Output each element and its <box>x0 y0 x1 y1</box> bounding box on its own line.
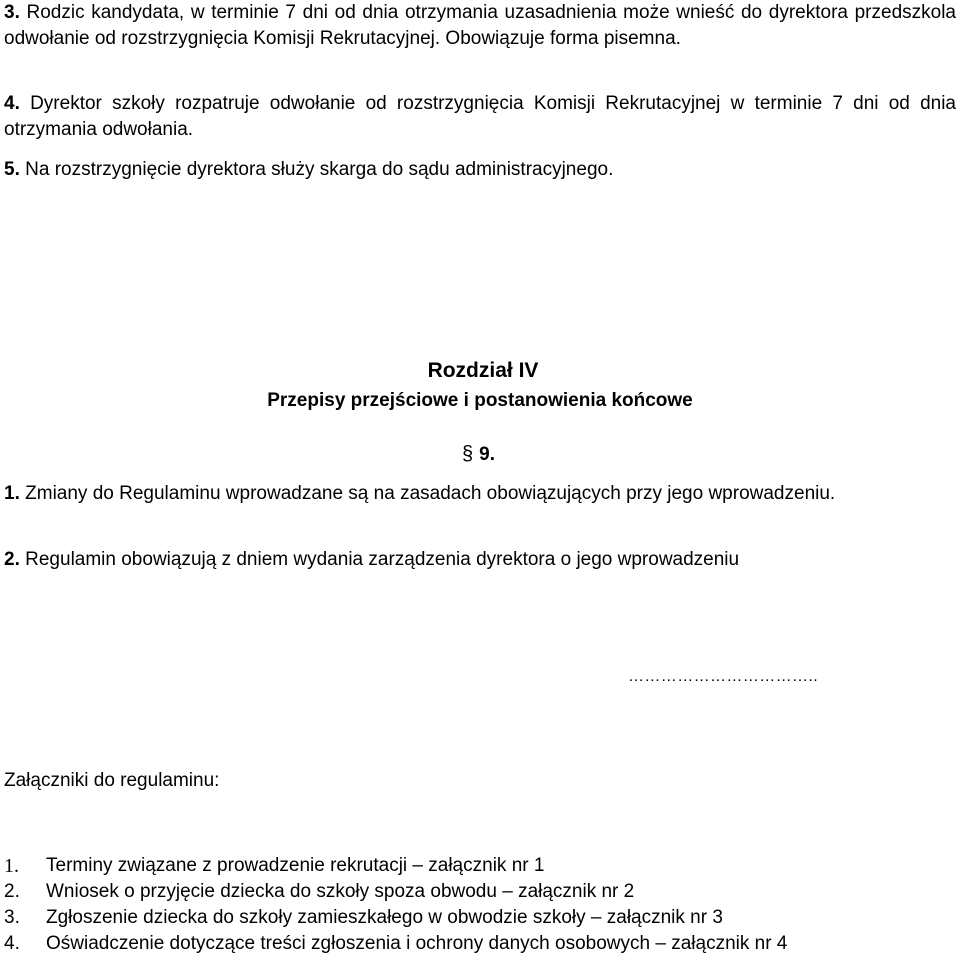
list-item <box>4 931 956 957</box>
list-item-text: Zgłoszenie dziecka do szkoły zamieszkałego w obwodzie szkoły – załącznik nr 3 <box>46 907 723 928</box>
list-item <box>4 853 956 879</box>
paragraph-number: 1. <box>4 483 20 504</box>
paragraph-text: Dyrektor szkoły rozpatruje odwołanie od rozstrzygnięcia Komisji Rekrutacyjnej w terminie 7 dni od dnia otrzymania odwołania. <box>4 93 956 140</box>
list-item <box>4 879 956 905</box>
paragraph-text: Na rozstrzygnięcie dyrektora służy skarga do sądu administracyjnego. <box>25 159 614 180</box>
section-symbol: § <box>462 443 474 465</box>
paragraph-text: Zmiany do Regulaminu wprowadzane są na zasadach obowiązujących przy jego wprowadzeniu. <box>25 483 836 504</box>
paragraph-number: 4. <box>4 93 20 114</box>
list-item-number: 2. <box>4 881 20 902</box>
section-number: 9. <box>479 444 495 465</box>
signature-line: …………………………….. <box>628 668 819 685</box>
paragraph-4 <box>4 91 956 143</box>
paragraph-text: Regulamin obowiązują z dniem wydania zarządzenia dyrektora o jego wprowadzeniu <box>25 549 740 570</box>
attachments-title: Załączniki do regulaminu: <box>4 770 220 791</box>
chapter-title: Rozdział IV <box>427 359 539 382</box>
paragraph-number: 2. <box>4 549 20 570</box>
paragraph-number: 5. <box>4 159 20 180</box>
paragraph-5 <box>4 157 956 183</box>
list-item-number: 1. <box>4 855 19 877</box>
list-item <box>4 905 956 931</box>
final-paragraph-2 <box>4 547 956 573</box>
list-item-number: 4. <box>4 933 20 954</box>
attachments-list <box>4 853 956 957</box>
paragraph-text: Rodzic kandydata, w terminie 7 dni od dnia otrzymania uzasadnienia może wnieść do dyrektora przedszkola odwołanie od rozstrzygnięcia Komisji Rekrutacyjnej. Obowiązuje forma pisemna. <box>4 2 957 49</box>
paragraph-3 <box>4 0 956 52</box>
section-heading <box>462 441 495 468</box>
list-item-text: Oświadczenie dotyczące treści zgłoszenia i ochrony danych osobowych – załącznik nr 4 <box>46 933 788 954</box>
list-item-number: 3. <box>4 907 20 928</box>
chapter-subtitle: Przepisy przejściowe i postanowienia końcowe <box>267 390 693 411</box>
list-item-text: Wniosek o przyjęcie dziecka do szkoły spoza obwodu – załącznik nr 2 <box>46 881 635 902</box>
list-item-text: Terminy związane z prowadzenie rekrutacji – załącznik nr 1 <box>46 855 545 876</box>
final-paragraph-1 <box>4 481 956 507</box>
paragraph-number: 3. <box>4 2 20 23</box>
